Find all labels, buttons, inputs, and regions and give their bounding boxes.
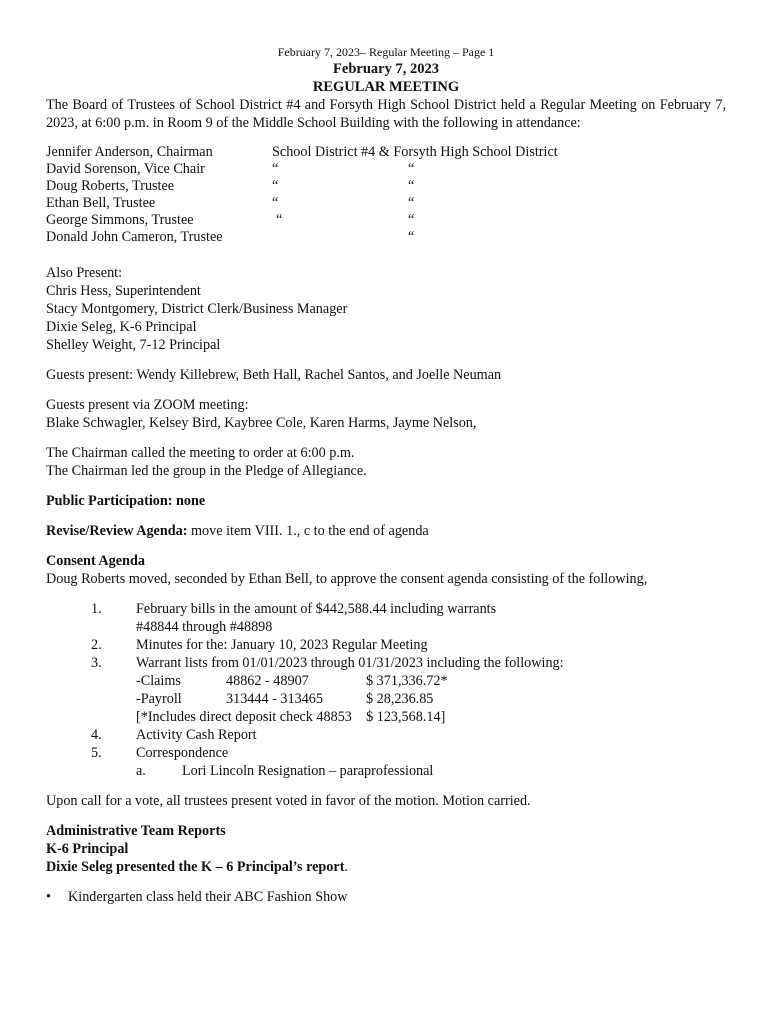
list-item: 1. February bills in the amount of $442,588.44 including warrants #48844 through #48898 <box>91 601 497 635</box>
also-present-heading: Also Present: <box>46 265 123 281</box>
attendance-list <box>46 144 726 246</box>
also-present-person: Chris Hess, Superintendent <box>46 283 201 299</box>
vote-result: Upon call for a vote, all trustees present voted in favor of the motion. Motion carried. <box>46 793 531 809</box>
consent-motion: Doug Roberts moved, seconded by Ethan Bell, to approve the consent agenda consisting of the following, <box>46 571 648 587</box>
list-item: 3. Warrant lists from 01/01/2023 through 01/31/2023 including the following: -Claims 48862 - 48907 $ 371,336.72* -Payroll 313444 - 313465 $ 28,236.85 [*Includes direct deposit check 48853 $ 123,568.14] <box>46 654 726 726</box>
public-participation: Public Participation: none <box>46 493 206 509</box>
consent-heading: Consent Agenda <box>46 553 145 569</box>
guests-present: Guests present: Wendy Killebrew, Beth Hall, Rachel Santos, and Joelle Neuman <box>46 367 502 383</box>
principal-report-line: Dixie Seleg presented the K – 6 Principal’s report. <box>46 859 348 875</box>
meeting-title: REGULAR MEETING <box>312 79 460 95</box>
admin-subheading: K-6 Principal <box>46 841 129 857</box>
attendance-row: Ethan Bell, Trustee “ “ <box>46 195 415 211</box>
date-title: February 7, 2023 <box>333 61 439 77</box>
attendance-row: Doug Roberts, Trustee “ “ <box>46 178 415 194</box>
call-to-order: The Chairman called the meeting to order at 6:00 p.m. <box>46 445 355 461</box>
attendance-row: Jennifer Anderson, Chairman School District #4 & Forsyth High School District <box>46 144 558 160</box>
also-present-person: Shelley Weight, 7-12 Principal <box>46 337 221 353</box>
intro-paragraph: The Board of Trustees of School District #4 and Forsyth High School District held a Regular Meeting on February 7, 2023, at 6:00 p.m. in Room 9 of the Middle School Building with the following in attendance: <box>46 97 726 131</box>
list-item: 4. Activity Cash Report <box>91 727 257 743</box>
list-item: • Kindergarten class held their ABC Fashion Show <box>46 889 348 905</box>
attendance-row: George Simmons, Trustee “ “ <box>46 212 415 228</box>
admin-heading: Administrative Team Reports <box>46 823 226 839</box>
zoom-names: Blake Schwagler, Kelsey Bird, Kaybree Cole, Karen Harms, Jayme Nelson, <box>46 415 477 431</box>
list-item: 5. Correspondence a. Lori Lincoln Resignation – paraprofessional <box>46 744 726 780</box>
document-page <box>46 44 726 906</box>
also-present-person: Stacy Montgomery, District Clerk/Business Manager <box>46 301 348 317</box>
warrant-note: [*Includes direct deposit check 48853 $ 123,568.14] <box>136 709 446 725</box>
revise-agenda: Revise/Review Agenda: move item VIII. 1., c to the end of agenda <box>46 523 429 539</box>
warrant-row-payroll: -Payroll 313444 - 313465 $ 28,236.85 <box>136 691 434 707</box>
attendance-row: Donald John Cameron, Trustee “ <box>46 229 415 245</box>
pledge-line: The Chairman led the group in the Pledge of Allegiance. <box>46 463 367 479</box>
also-present-person: Dixie Seleg, K-6 Principal <box>46 319 197 335</box>
sub-list-item: a. Lori Lincoln Resignation – paraprofessional <box>136 763 434 779</box>
zoom-heading: Guests present via ZOOM meeting: <box>46 397 249 413</box>
list-item: 2. Minutes for the: January 10, 2023 Regular Meeting <box>91 637 428 653</box>
page-header: February 7, 2023– Regular Meeting – Page 1 <box>277 45 495 59</box>
warrant-row-claims: -Claims 48862 - 48907 $ 371,336.72* <box>136 673 448 689</box>
consent-items <box>46 600 726 780</box>
attendance-row: David Sorenson, Vice Chair “ “ <box>46 161 415 177</box>
bullet-icon: • <box>46 889 51 905</box>
